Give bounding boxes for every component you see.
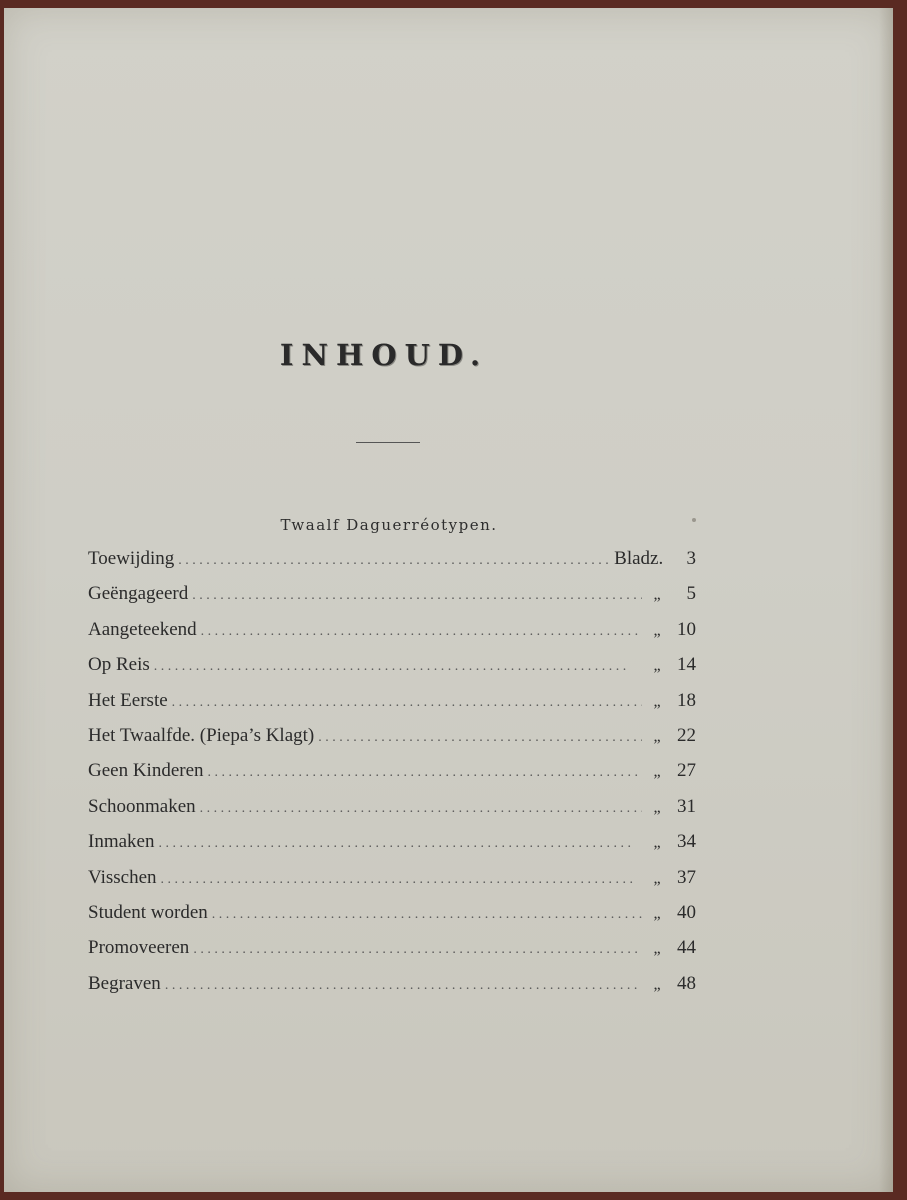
toc-entry	[88, 654, 696, 689]
dot-leader	[201, 624, 642, 640]
dot-leader	[172, 695, 642, 711]
dot-leader	[200, 801, 642, 817]
dot-leader	[178, 553, 610, 569]
toc-entry-reference	[614, 548, 696, 570]
page-number: 18	[677, 689, 696, 711]
toc-entry-title: Schoonmaken	[88, 795, 196, 817]
dot-leader	[192, 588, 642, 604]
ditto-mark: „	[653, 692, 661, 710]
dot-leader	[318, 730, 642, 746]
page-edge-shadow	[879, 8, 893, 1192]
toc-entry-reference	[646, 690, 696, 712]
toc-entry	[88, 619, 696, 654]
ditto-mark: „	[653, 763, 661, 781]
ditto-mark: „	[653, 869, 661, 887]
page-number: 22	[677, 724, 696, 746]
toc-entry-reference	[646, 973, 696, 995]
toc-entry-title: Geëngageerd	[88, 583, 189, 605]
page-number: 34	[677, 831, 696, 853]
toc-entry-title: Aangeteekend	[88, 618, 197, 640]
dot-leader	[208, 765, 642, 781]
ditto-mark: „	[653, 621, 661, 639]
ditto-mark: „	[653, 940, 661, 958]
toc-entry-reference	[646, 937, 696, 959]
toc-entry-reference	[646, 725, 696, 747]
dot-leader	[161, 872, 642, 888]
book-page	[4, 8, 893, 1192]
toc-entry	[88, 937, 696, 972]
toc-entry	[88, 831, 696, 866]
toc-entry-reference	[646, 760, 696, 782]
toc-entry	[88, 973, 696, 1008]
dot-leader	[154, 659, 642, 675]
ditto-mark: „	[653, 727, 661, 745]
toc-entry-title: Geen Kinderen	[88, 760, 204, 782]
page-number: 14	[677, 654, 696, 676]
dot-leader	[165, 978, 642, 994]
toc-entry	[88, 583, 696, 618]
toc-entry	[88, 760, 696, 795]
toc-entry	[88, 725, 696, 760]
ditto-mark: „	[653, 975, 661, 993]
dot-leader	[193, 942, 642, 958]
toc-entry-title: Op Reis	[88, 654, 150, 676]
ditto-mark: „	[653, 586, 661, 604]
toc-entry-reference	[646, 902, 696, 924]
page-number: 48	[677, 972, 696, 994]
ditto-mark: „	[653, 798, 661, 816]
toc-entry-reference	[646, 654, 696, 676]
page-number: 31	[677, 795, 696, 817]
paper-speck	[692, 518, 696, 522]
toc-entry-title: Visschen	[88, 866, 157, 888]
page-prefix: Bladz.	[614, 548, 664, 569]
toc-entry-title: Promoveeren	[88, 937, 190, 959]
page-number: 27	[677, 760, 696, 782]
toc-entry	[88, 796, 696, 831]
dot-leader	[212, 907, 642, 923]
toc-entry-reference	[646, 583, 696, 605]
toc-entry	[88, 548, 696, 583]
toc-entry-title: Student worden	[88, 901, 208, 923]
table-of-contents	[88, 548, 696, 1008]
toc-entry-reference	[646, 831, 696, 853]
ditto-mark: „	[653, 834, 661, 852]
toc-entry	[88, 902, 696, 937]
toc-entry-title: Het Eerste	[88, 689, 168, 711]
toc-entry-title: Inmaken	[88, 831, 155, 853]
toc-entry-title: Begraven	[88, 972, 161, 994]
toc-entry-reference	[646, 796, 696, 818]
page-number: 5	[686, 583, 696, 605]
page-number: 3	[686, 548, 696, 569]
section-heading: Twaalf Daguerréotypen.	[280, 516, 498, 534]
ditto-mark: „	[653, 657, 661, 675]
page-number: 10	[677, 618, 696, 640]
toc-entry-title: Het Twaalfde. (Piepa’s Klagt)	[88, 724, 315, 746]
toc-entry-reference	[646, 867, 696, 889]
dot-leader	[158, 836, 642, 852]
page-number: 44	[677, 937, 696, 959]
title-divider	[356, 442, 420, 443]
page-number: 37	[677, 866, 696, 888]
page-number: 40	[677, 901, 696, 923]
page-title: INHOUD.	[279, 338, 489, 372]
toc-entry-title: Toewijding	[88, 548, 175, 569]
ditto-mark: „	[653, 904, 661, 922]
toc-entry	[88, 690, 696, 725]
toc-entry	[88, 867, 696, 902]
toc-entry-reference	[646, 619, 696, 641]
